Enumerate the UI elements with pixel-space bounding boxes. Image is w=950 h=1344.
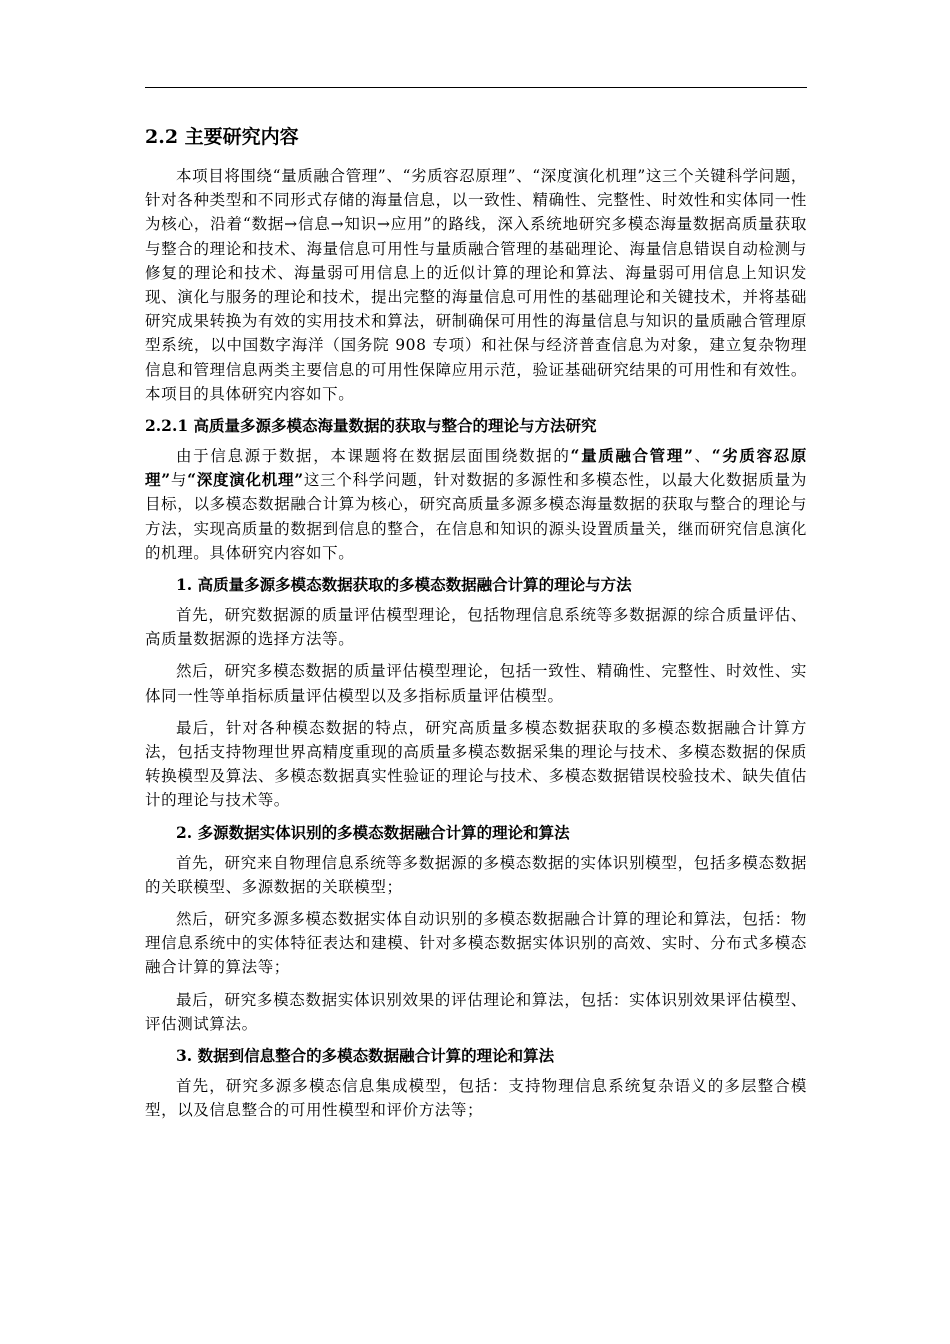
- section-title: 2.2 主要研究内容: [145, 126, 299, 148]
- topic-2-title: 2. 多源数据实体识别的多模态数据融合计算的理论和算法: [176, 822, 570, 842]
- subsection-title: 2.2.1 高质量多源多模态海量数据的获取与整合的理论与方法研究: [145, 416, 597, 436]
- document-body: [145, 122, 807, 1131]
- topic-2-paragraph-2: 然后，研究多源多模态数据实体自动识别的多模态数据融合计算的理论和算法，包括：物理信息系统中的实体特征表达和建模、针对多模态数据实体识别的高效、实时、分布式多模态融合计算的算法等；: [145, 910, 807, 977]
- topic-3-title: 3. 数据到信息整合的多模态数据融合计算的理论和算法: [176, 1046, 555, 1066]
- header-rule: [145, 87, 807, 88]
- topic-3-paragraph-1: 首先，研究多源多模态信息集成模型，包括：支持物理信息系统复杂语义的多层整合模型，以及信息整合的可用性模型和评价方法等；: [145, 1077, 807, 1120]
- topic-1-paragraph-2: 然后，研究多模态数据的质量评估模型理论，包括一致性、精确性、完整性、时效性、实体同一性等单指标质量评估模型以及多指标质量评估模型。: [145, 662, 807, 705]
- bold-term-2: “劣质容忍原理”: [145, 446, 807, 490]
- topic-2-paragraph-1: 首先，研究来自物理信息系统等多数据源的多模态数据的实体识别模型，包括多模态数据的关联模型、多源数据的关联模型；: [145, 853, 807, 896]
- bold-term-1: “量质融合管理”: [570, 446, 694, 466]
- section-intro: 本项目将围绕“量质融合管理”、“劣质容忍原理”、“深度演化机理”这三个关键科学问题，针对各种类型和不同形式存储的海量信息，以一致性、精确性、完整性、时效性和实体同一性为核心，沿着“数据→信息→知识→应用”的路线，深入系统地研究多模态海量数据高质量获取与整合的理论和技术、海量信息可用性与量质融合管理的基础理论、海量信息错误自动检测与修复的理论和技术、海量弱可用信息上的近似计算的理论和算法、海量弱可用信息上知识发现、演化与服务的理论和技术，提出完整的海量信息可用性的基础理论和关键技术，并将基础研究成果转换为有效的实用技术和算法，研制确保可用性的海量信息与知识的量质融合管理原型系统，以中国数字海洋（国务院 908 专项）和社保与经济普查信息为对象，建立复杂物理信息和管理信息两类主要信息的可用性保障应用示范，验证基础研究结果的可用性和有效性。本项目的具体研究内容如下。: [145, 167, 807, 403]
- topic-1-title: 1. 高质量多源多模态数据获取的多模态数据融合计算的理论与方法: [176, 575, 632, 595]
- subsection-intro: 由于信息源于数据，本课题将在数据层面围绕数据的“量质融合管理”、“劣质容忍原理”与“深度演化机理”这三个科学问题，针对数据的多源性和多模态性，以最大化数据质量为目标，以多模态数据融合计算为核心，研究高质量多源多模态海量数据的获取与整合的理论与方法，实现高质量的数据到信息的整合，在信息和知识的源头设置质量关，继而研究信息演化的机理。具体研究内容如下。: [145, 446, 807, 562]
- topic-1-paragraph-1: 首先，研究数据源的质量评估模型理论，包括物理信息系统等多数据源的综合质量评估、高质量数据源的选择方法等。: [145, 606, 807, 649]
- bold-term-3: “深度演化机理”: [187, 470, 304, 490]
- topic-2-paragraph-3: 最后，研究多模态数据实体识别效果的评估理论和算法，包括：实体识别效果评估模型、评估测试算法。: [145, 990, 807, 1033]
- topic-1-paragraph-3: 最后，针对各种模态数据的特点，研究高质量多模态数据获取的多模态数据融合计算方法，包括支持物理世界高精度重现的高质量多模态数据采集的理论与技术、多模态数据的保质转换模型及算法、多模态数据真实性验证的理论与技术、多模态数据错误校验技术、缺失值估计的理论与技术等。: [145, 718, 807, 810]
